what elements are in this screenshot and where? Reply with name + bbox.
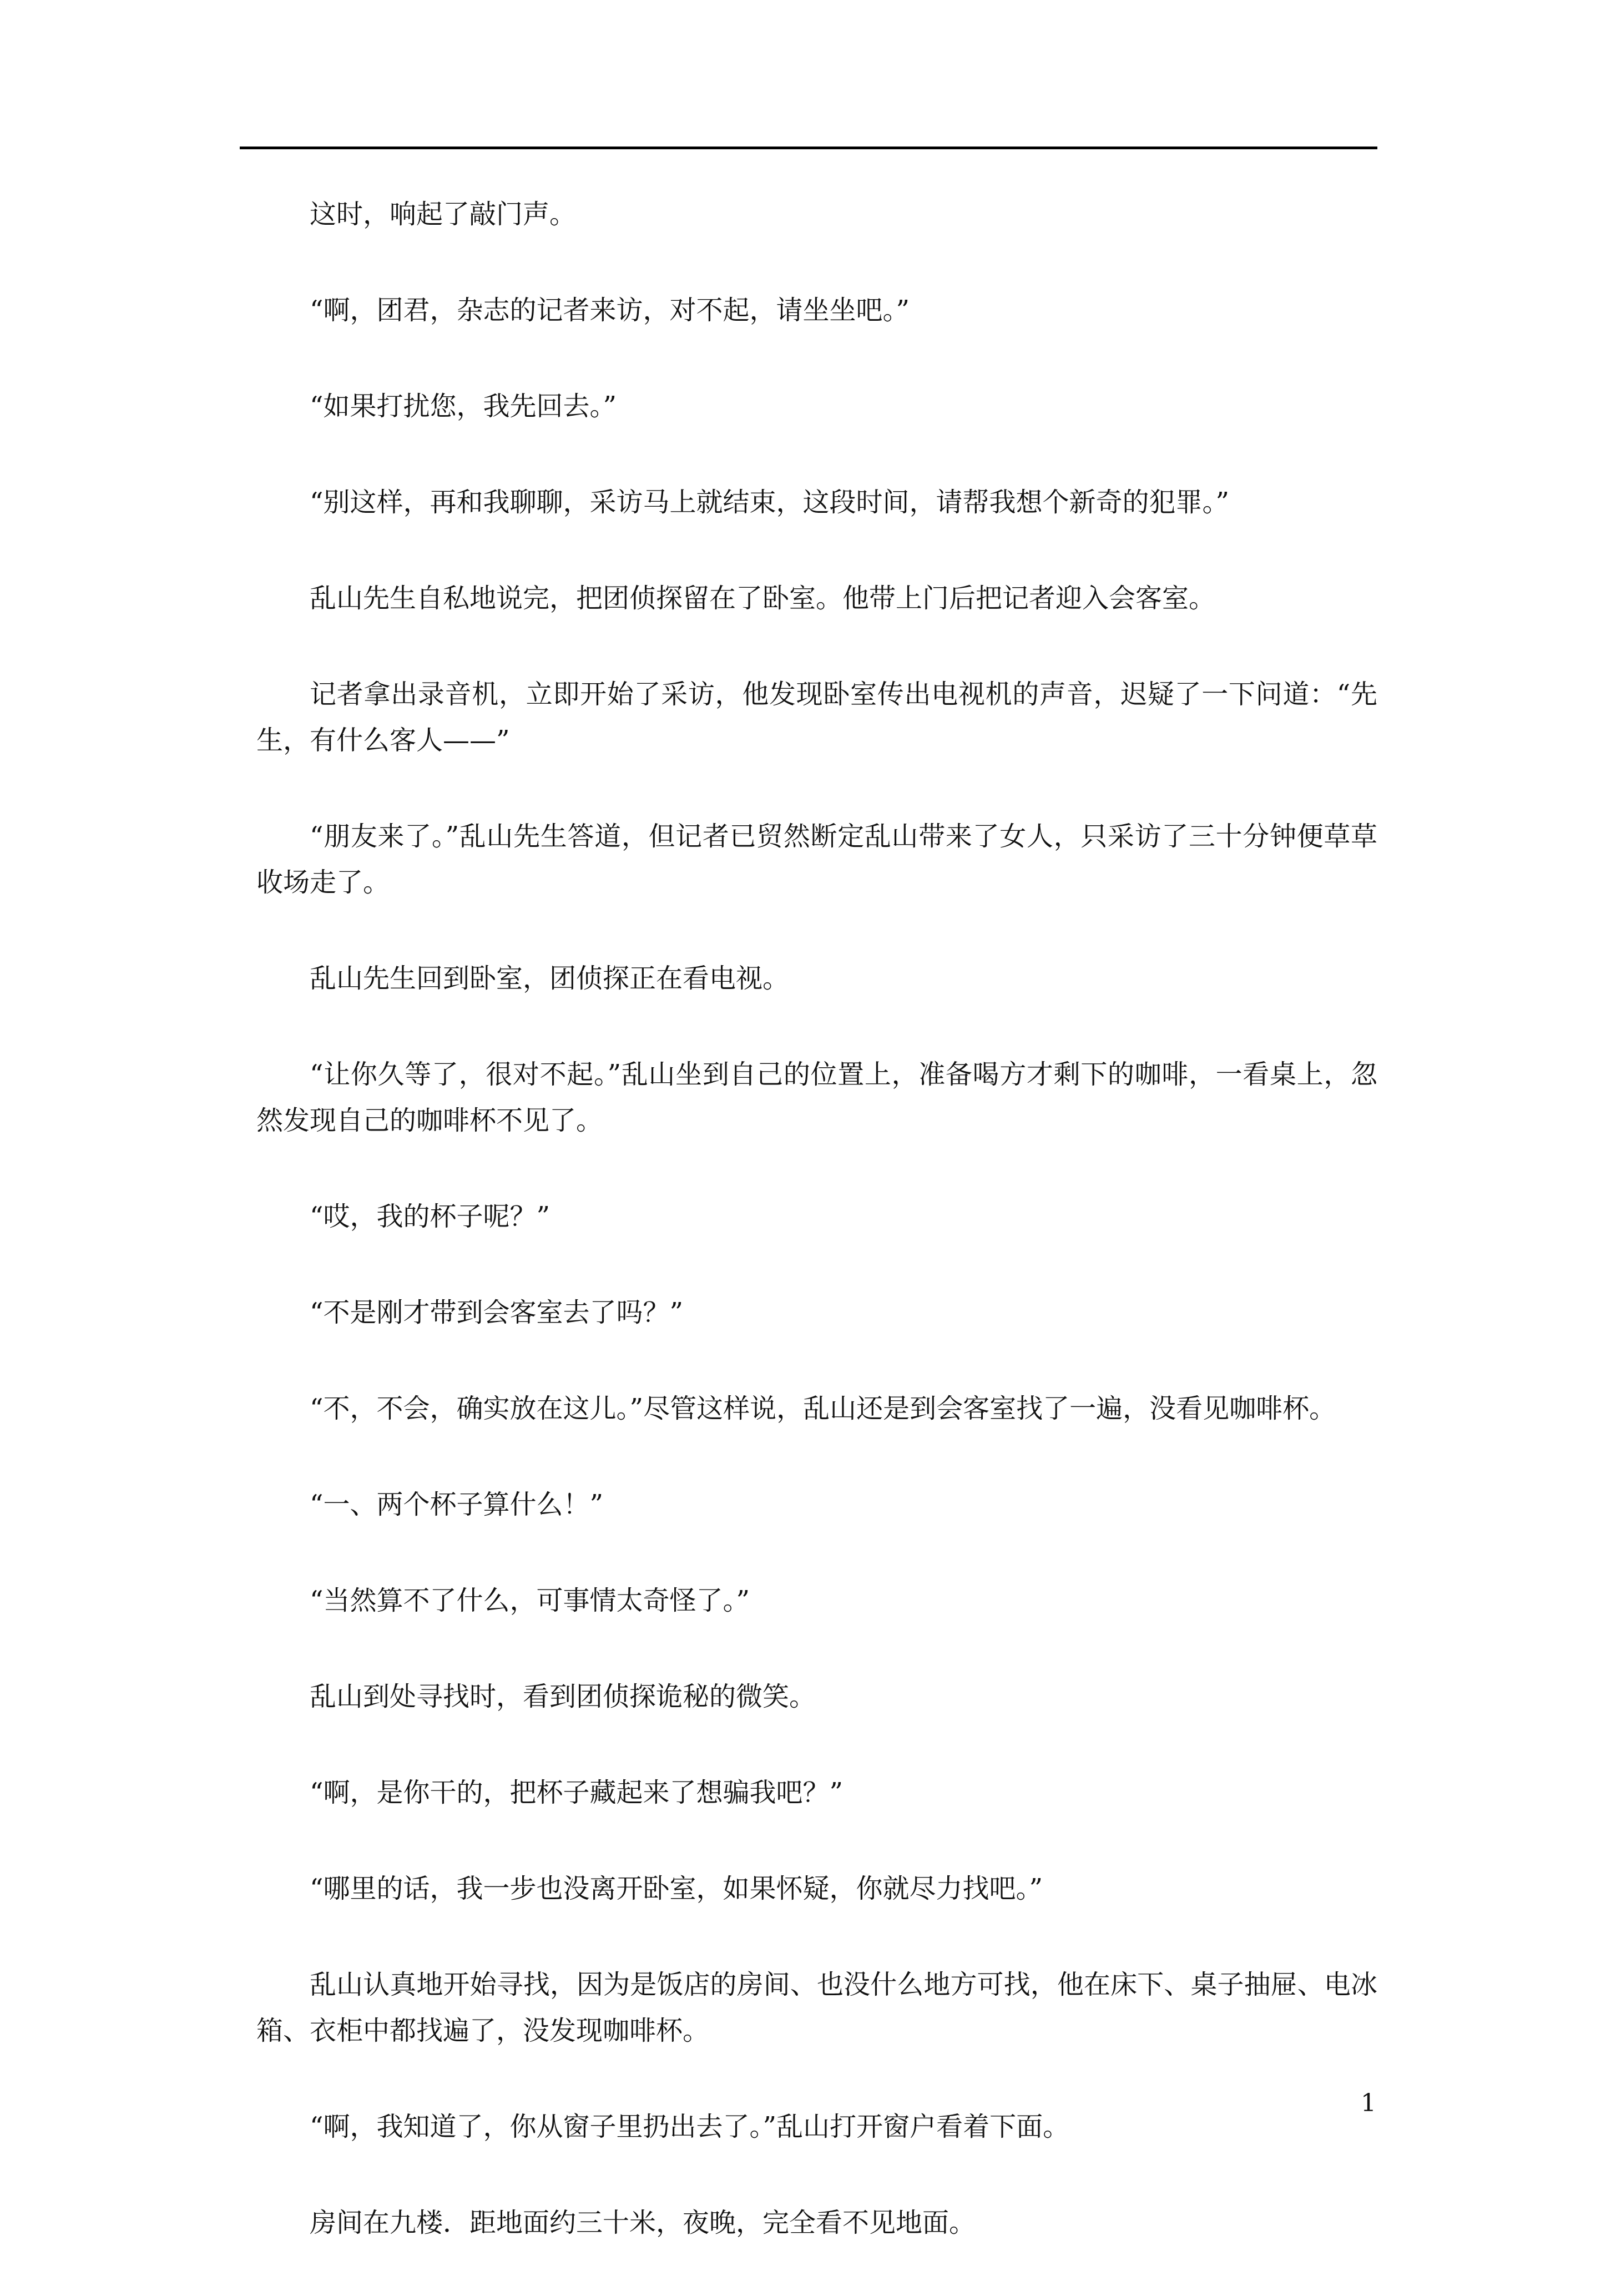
page-number: 1 <box>1361 2089 1376 2117</box>
paragraph: “哎，我的杯子呢？” <box>310 1201 551 1232</box>
paragraph: “啊，是你干的，把杯子藏起来了想骗我吧？” <box>310 1777 844 1808</box>
paragraph: “让你久等了，很对不起。”乱山坐到自己的位置上，准备喝方才剩下的咖啡，一看桌上，忽然发现自己的咖啡杯不见了。 <box>256 1059 1377 1136</box>
paragraph: “如果打扰您，我先回去。” <box>310 391 617 422</box>
paragraph: 记者拿出录音机，立即开始了采访，他发现卧室传出电视机的声音，迟疑了一下问道：“先生，有什么客人——” <box>256 679 1377 756</box>
header-rule <box>240 147 1377 149</box>
paragraph: “不是刚才带到会客室去了吗？” <box>310 1297 684 1328</box>
body-text <box>256 191 1377 2296</box>
paragraph: “啊，我知道了，你从窗子里扔出去了。”乱山打开窗户看着下面。 <box>310 2111 1070 2142</box>
paragraph: 乱山先生回到卧室，团侦探正在看电视。 <box>310 963 790 994</box>
paragraph: “哪里的话，我一步也没离开卧室，如果怀疑，你就尽力找吧。” <box>310 1873 1043 1904</box>
paragraph: 这时，响起了敲门声。 <box>310 199 577 230</box>
paragraph: “别这样，再和我聊聊，采访马上就结束，这段时间，请帮我想个新奇的犯罪。” <box>310 487 1230 518</box>
paragraph: 乱山先生自私地说完，把团侦探留在了卧室。他带上门后把记者迎入会客室。 <box>310 583 1216 614</box>
paragraph: “啊，团君，杂志的记者来访，对不起，请坐坐吧。” <box>310 295 910 326</box>
paragraph: “朋友来了。”乱山先生答道，但记者已贸然断定乱山带来了女人，只采访了三十分钟便草草收场走了。 <box>256 821 1377 898</box>
paragraph: 房间在九楼．距地面约三十米，夜晚，完全看不见地面。 <box>310 2207 976 2238</box>
paragraph: “当然算不了什么，可事情太奇怪了。” <box>310 1585 750 1616</box>
paragraph: “不，不会，确实放在这儿。”尽管这样说，乱山还是到会客室找了一遍，没看见咖啡杯。 <box>310 1393 1336 1424</box>
paragraph: 乱山认真地开始寻找，因为是饭店的房间、也没什么地方可找，他在床下、桌子抽屉、电冰箱、衣柜中都找遍了，没发现咖啡杯。 <box>256 1969 1377 2046</box>
paragraph: “一、两个杯子算什么！” <box>310 1489 604 1520</box>
paragraph: 乱山到处寻找时，看到团侦探诡秘的微笑。 <box>310 1681 816 1712</box>
